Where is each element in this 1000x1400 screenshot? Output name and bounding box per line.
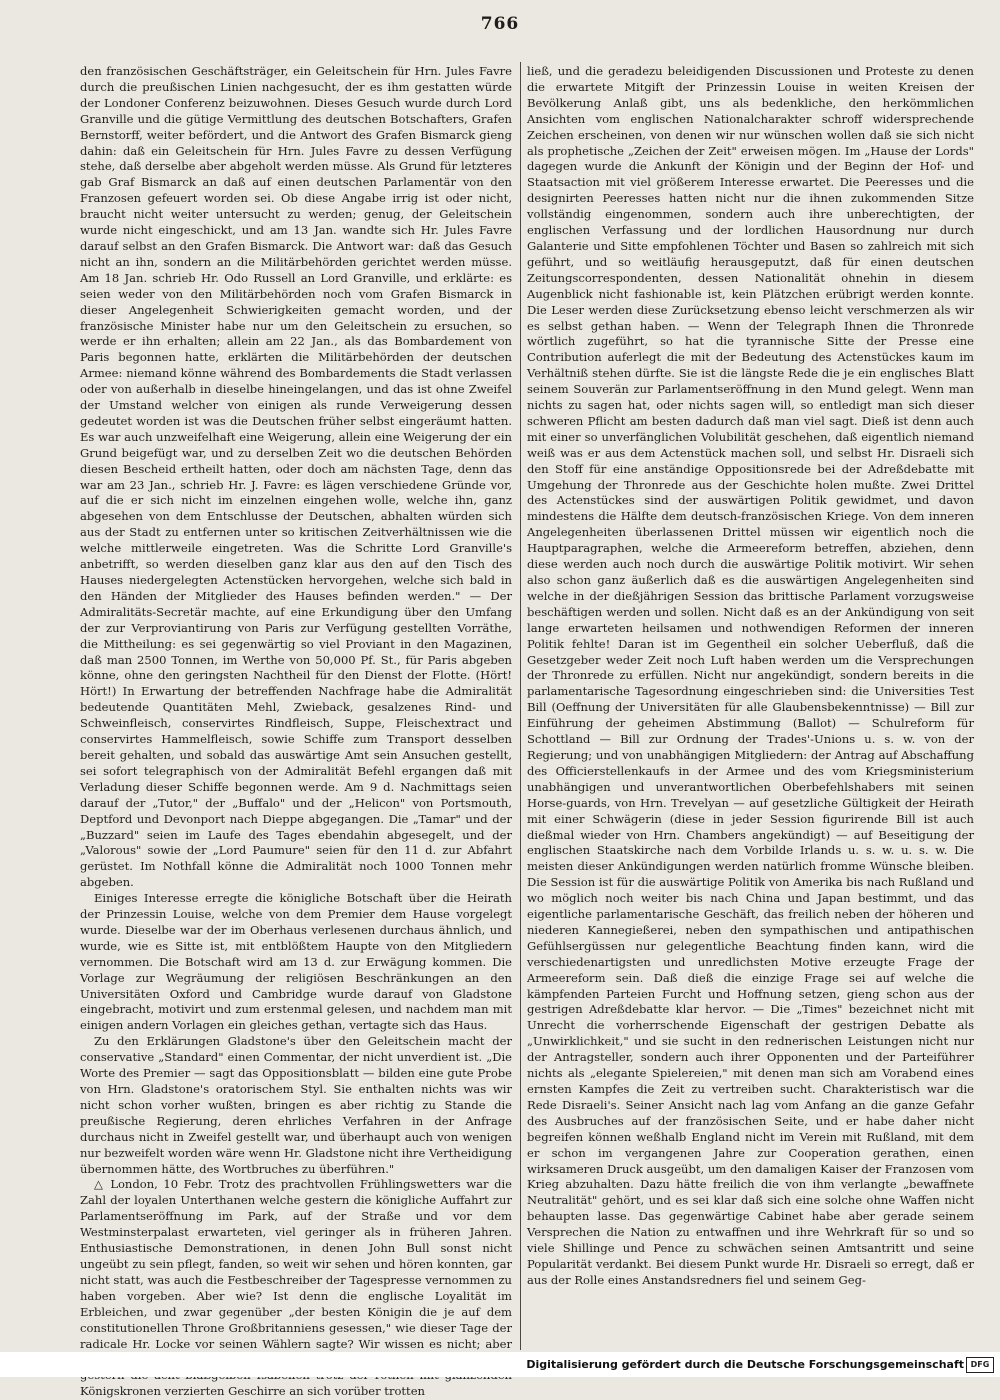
left-paragraph-4: △ London, 10 Febr. Trotz des prachtvollen Frühlingswetters war die Zahl der loyalen Unterthanen welche gestern die königliche Auffahrt zur Parlamentseröffnung im Park, auf der Straße und vor dem Westminsterpalast erwarteten, viel geringer als in früheren Jahren. Enthusiastische Demonstrationen, in denen John Bull sonst nicht ungeübt zu sein pflegt, fanden, so weit wir sehen und hören konnten, gar nicht statt, was auch die Festbeschreiber der Tagespresse vernommen zu haben vorgeben. Aber wie? Ist denn die englische Loyalität im Erbleichen, und zwar gegenüber „der besten Königin die je auf dem constitutionellen Throne Großbritanniens gesessen," wie dieser Tage der radicale Hr. Locke vor seinen Wählern sagte? Wir wissen es nicht; aber Königskronen verzierten Geschirre an sich vorüber trotten — [80, 1177, 512, 1399]
left-paragraph-2: Einiges Interesse erregte die königliche Botschaft über die Heirath der Prinzessin Louise, welche von dem Premier dem Hause vorgelegt wurde. Dieselbe war der im Oberhaus verlesenen durchaus ähnlich, und wurde, wie es Sitte ist, mit entblößtem Haupte von den Mitgliedern vernommen. Die Botschaft wird am 13 d. zur Erwägung kommen. Die Vorlage zur Wegräumung der religiösen Beschränkungen an den Universitäten Oxford und Cambridge wurde darauf von Gladstone eingebracht, motivirt und zum erstenmal gelesen, und nachdem man mit einigen andern Vorlagen ein gleiches gethan, vertagte sich das Haus. — [80, 891, 512, 1033]
page-number: 766 — [480, 14, 520, 34]
left-paragraph-1: den französischen Geschäftsträger, ein Geleitschein für Hrn. Jules Favre durch die preußischen Linien nachgesucht, der es ihm gestatten würde der Londoner Conferenz beizuwohnen. Dieses Gesuch wurde durch Lord Granville und die gütige Vermittlung des deutschen Botschafters, Grafen Bernstorff, weiter befördert, und die Antwort des Grafen Bismarck gieng dahin: daß ein Geleitschein für Hrn. Jules Favre zu dessen Verfügung stehe, daß derselbe aber abgeholt werden müsse. Als Grund für letzteres gab Graf Bismarck an daß auf einen deutschen Parlamentär von den Franzosen gefeuert worden sei. Ob diese Angabe irrig ist oder nicht, braucht nicht weiter untersucht zu werden; genug, der Geleitschein wurde nicht eingeschickt, und am 13 Jan. wandte sich Hr. Jules Favre darauf selbst an den Grafen Bismarck. Die Antwort war: daß das Gesuch nicht an ihn, sondern an die Militärbehörden gerichtet werden müsse. Am 18 Jan. schrieb Hr. Odo Russell an Lord Granville, und erklärte: es seien weder von den Militärbehörden noch vom Grafen Bismarck in dieser Angelegenheit Schwierigkeiten gemacht worden, und der französische Minister habe nur um den Geleitschein zu ersuchen, so werde er ihn erhalten; allein am 22 Jan., als das Bombardement von Paris begonnen hatte, erklärten die Militärbehörden der deutschen Armee: niemand könne während des Bombardements die Stadt verlassen oder von außerhalb in dieselbe hineingelangen, und das ist ohne Zweifel der Umstand welcher von einigen als runde Verweigerung dessen gedeutet worden ist was die Deutschen früher selbst eingeräumt hatten. Es war auch unzweifelhaft eine Weigerung, allein eine Weigerung der ein Grund beigefügt war, und zu derselben Zeit wo die deutschen Behörden diesen Bescheid ertheilt hatten, oder doch am nächsten Tage, denn das war am 23 Jan., schrieb Hr. J. Favre: es lägen verschiedene Gründe vor, auf die er sich nicht im einzelnen eingehen wolle, welche ihn, ganz abgesehen von dem Entschlusse der Deutschen, abhalten würden sich aus der Stadt zu entfernen unter so kritischen Zeitverhältnissen wie die welche mittlerweile eingetreten. Was die Schritte Lord Granville's anbetrifft, so werden dieselben ganz klar aus den auf den Tisch des Hauses niedergelegten Actenstücken hervorgehen, welche sich bald in den Händen der Mitglieder des Hauses befinden werden." — Der Admiralitäts-Secretär machte, auf eine Erkundigung über den Umfang der zur Verproviantirung von Paris zur Verfügung gestellten Vorräthe, die Mittheilung: es sei gegenwärtig so viel Proviant in den Magazinen, daß man 2500 Tonnen, im Werthe von 50,000 Pf. St., für Paris abgeben könne, ohne den geringsten Nachtheil für den Dienst der Flotte. (Hört! Hört!) In Erwartung der betreffenden Nachfrage habe die Admiralität bedeutende Quantitäten Mehl, Zwieback, gesalzenes Rind- und Schweinfleisch, conservirtes Rindfleisch, Suppe, Fleischextract und conservirtes Hammelfleisch, sowie Schiffe zum Transport desselben bereit gehalten, und sobald das auswärtige Amt sein Ansuchen gestellt, sei sofort telegraphisch von der Admiralität Befehl ergangen daß mit Verladung dieser Schiffe begonnen werde. Am 9 d. Nachmittags seien darauf der „Tutor," der „Buffalo" und der „Helicon" von Portsmouth, Deptford und Devonport nach Dieppe abgegangen. Die „Tamar" und der „Buzzard" seien im Laufe des Tages ebendahin abgesegelt, und der „Valorous" sowie der „Lord Paumure" seien für den 11 d. zur Abfahrt gerüstet. Im Nothfall könne die Admiralität noch 1000 Tonnen mehr abgeben. — [80, 64, 512, 890]
column-divider — [520, 62, 521, 1350]
right-column — [527, 64, 974, 1350]
funding-note: Digitalisierung gefördert durch die Deutsche Forschungsgemeinschaft — [526, 1358, 964, 1371]
right-paragraph-1: ließ, und die geradezu beleidigenden Discussionen und Proteste zu denen die erwartete Mitgift der Prinzessin Louise in weiten Kreisen der Bevölkerung Anlaß gibt, uns als bedenkliche, den herkömmlichen Ansichten vom englischen Nationalcharakter schroff widersprechende Zeichen erscheinen, von denen wir nur wünschen wollen daß sie sich nicht als prophetische „Zeichen der Zeit" erweisen mögen. Im „Hause der Lords" dagegen wurde die Ankunft der Königin und der Beginn der Hof- und Staatsaction mit viel größerem Interesse erwartet. Die Peeresses und die designirten Peeresses hatten nicht nur die ihnen zukommenden Sitze vollständig eingenommen, sondern auch ihre unberechtigten, der englischen Verfassung und der lordlichen Hausordnung nur durch Galanterie und Sitte empfohlenen Töchter und Basen so zahlreich mit sich geführt, und so weitläufig herausgeputzt, daß für einen deutschen Zeitungscorrespondenten, dessen Nationalität ohnehin in diesem Augenblick nicht fashionable ist, kein Plätzchen erübrigt werden konnte. Die Leser werden diese Zurücksetzung ebenso leicht verschmerzen als wir es selbst gethan haben. — Wenn der Telegraph Ihnen die Thronrede wörtlich zugeführt, so hat die tyrannische Sitte der Presse eine Contribution auferlegt die mit der Bedeutung des Actenstückes kaum im Verhältniß stehen dürfte. Sie ist die längste Rede die je ein englisches Blatt seinem Souverän zur Parlamentseröffnung in den Mund gelegt. Wenn man nichts zu sagen hat, oder nichts sagen will, so entledigt man sich dieser schweren Pflicht am besten dadurch daß man viel sagt. Dieß ist denn auch mit einer so unverfänglichen Volubilität geschehen, daß eigentlich niemand weiß was er aus dem Actenstück machen soll, und selbst Hr. Disraeli sich den Stoff für eine anständige Oppositionsrede bei der Adreßdebatte mit Umgehung der Thronrede aus der Geschichte holen mußte. Zwei Drittel des Actenstückes sind der auswärtigen Politik gewidmet, und davon mindestens die Hälfte dem deutsch-französischen Kriege. Von dem inneren Angelegenheiten überlassenen Drittel müssen wir eigentlich noch die Hauptparagraphen, welche die Armeereform betreffen, abziehen, denn diese werden auch noch durch die auswärtige Politik motivirt. Wir sehen also schon ganz äußerlich daß es die auswärtigen Angelegenheiten sind welche in der dießjährigen Session das brittische Parlament vorzugsweise beschäftigen werden und sollen. Nicht daß es an der Ankündigung von seit lange erwarteten heilsamen und nothwendigen Reformen der inneren Politik fehlte! Daran ist im Gegentheil ein solcher Ueberfluß, daß die Gesetzgeber weder Zeit noch Luft haben werden um die Versprechungen der Thronrede zu erfüllen. Nicht nur angekündigt, sondern bereits in die parlamentarische Tagesordnung eingeschrieben sind: die Universities Test Bill (Oeffnung der Universitäten für alle Glaubensbekenntnisse) — Bill zur Einführung der geheimen Abstimmung (Ballot) — Schulreform für Schottland — Bill zur Ordnung der Trades'-Unions u. s. w. von der Regierung; und von unabhängigen Mitgliedern: der Antrag auf Abschaffung des Officierstellenkaufs in der Armee und des vom Kriegsministerium unabhängigen und unverantwortlichen Oberbefehlshabers mit seinen Horse-guards, von Hrn. Trevelyan — auf gesetzliche Gültigkeit der Heirath mit einer Schwägerin (diese in jeder Session figurirende Bill ist auch dießmal wieder von Hrn. Chambers angekündigt) — auf Beseitigung der englischen Staatskirche nach dem Vorbilde Irlands u. s. w. u. s. w. Die meisten dieser Ankündigungen werden natürlich fromme Wünsche bleiben. Die Session ist für die auswärtige Politik von Amerika bis nach Rußland und wo möglich noch weiter bis nach China und Japan bestimmt, und das eigentliche parlamentarische Geschäft, das freilich neben der höheren und niederen Kannegießerei, neben den sympathischen und antipathischen Gefühlsergüssen nur gelegentliche Beachtung finden kann, wird die verschiedenartigsten und unredlichsten Motive erzeugte Frage der Armeereform sein. Daß dieß die einzige Frage sei auf welche die kämpfenden Parteien Furcht und Hoffnung setzen, gieng schon aus der gestrigen Adreßdebatte klar hervor. — Die „Times" bezeichnet nicht mit Unrecht die vorherrschende Eigenschaft der gestrigen Debatte als „Unwirklichkeit," und sie sucht in den rednerischen Leistungen nicht nur der Antragsteller, sondern auch ihrer Opponenten und der Parteiführer nichts als „elegante Spielereien," mit denen man sich am Vorabend eines ernsten Kampfes die Zeit zu vertreiben sucht. Charakteristisch war die Rede Disraeli's. Seiner Ansicht nach lag vom Anfang an die ganze Gefahr des Ausbruches auf der französischen Seite, und er habe daher nicht begreifen können weßhalb England nicht im Verein mit Rußland, mit dem er schon im vergangenen Jahre zur Cooperation gerathen, einen wirksameren Druck ausgeübt, um den damaligen Kaiser der Franzosen vom Krieg abzuhalten. Dazu hätte freilich die von ihm verlangte „bewaffnete Neutralität" gehört, und es sei klar daß sich eine solche ohne Waffen nicht behaupten lasse. Das gegenwärtige Cabinet habe aber gerade seinem Versprechen die Nation zu entwaffnen und ihre Wehrkraft für so und so viele Shillinge und Pence zu schwächen seinen Amtsantritt und seine Popularität verdankt. Bei diesem Punkt wurde Hr. Disraeli so erregt, daß er aus der Rolle eines Anstandsredners fiel und seinem Geg- — [527, 64, 974, 1287]
left-column — [80, 64, 512, 1399]
footer-bar — [0, 1352, 1000, 1377]
left-paragraph-3: Zu den Erklärungen Gladstone's über den Geleitschein macht der conservative „Standard" einen Commentar, der nicht unverdient ist. „Die Worte des Premier — sagt das Oppositionsblatt — bilden eine gute Probe von Hrn. Gladstone's oratorischem Styl. Sie enthalten nichts was wir nicht schon vorher wußten, bringen es aber richtig zu Stande die preußische Regierung, deren ehrliches Verfahren in der Anfrage durchaus nicht in Zweifel gestellt war, und überhaupt auch von wenigen nur bezweifelt worden wäre wenn Hr. Gladstone nicht ihre Vertheidigung übernommen hätte, des Wortbruches zu überführen." — [80, 1034, 512, 1176]
dfg-logo: DFG — [966, 1357, 994, 1373]
